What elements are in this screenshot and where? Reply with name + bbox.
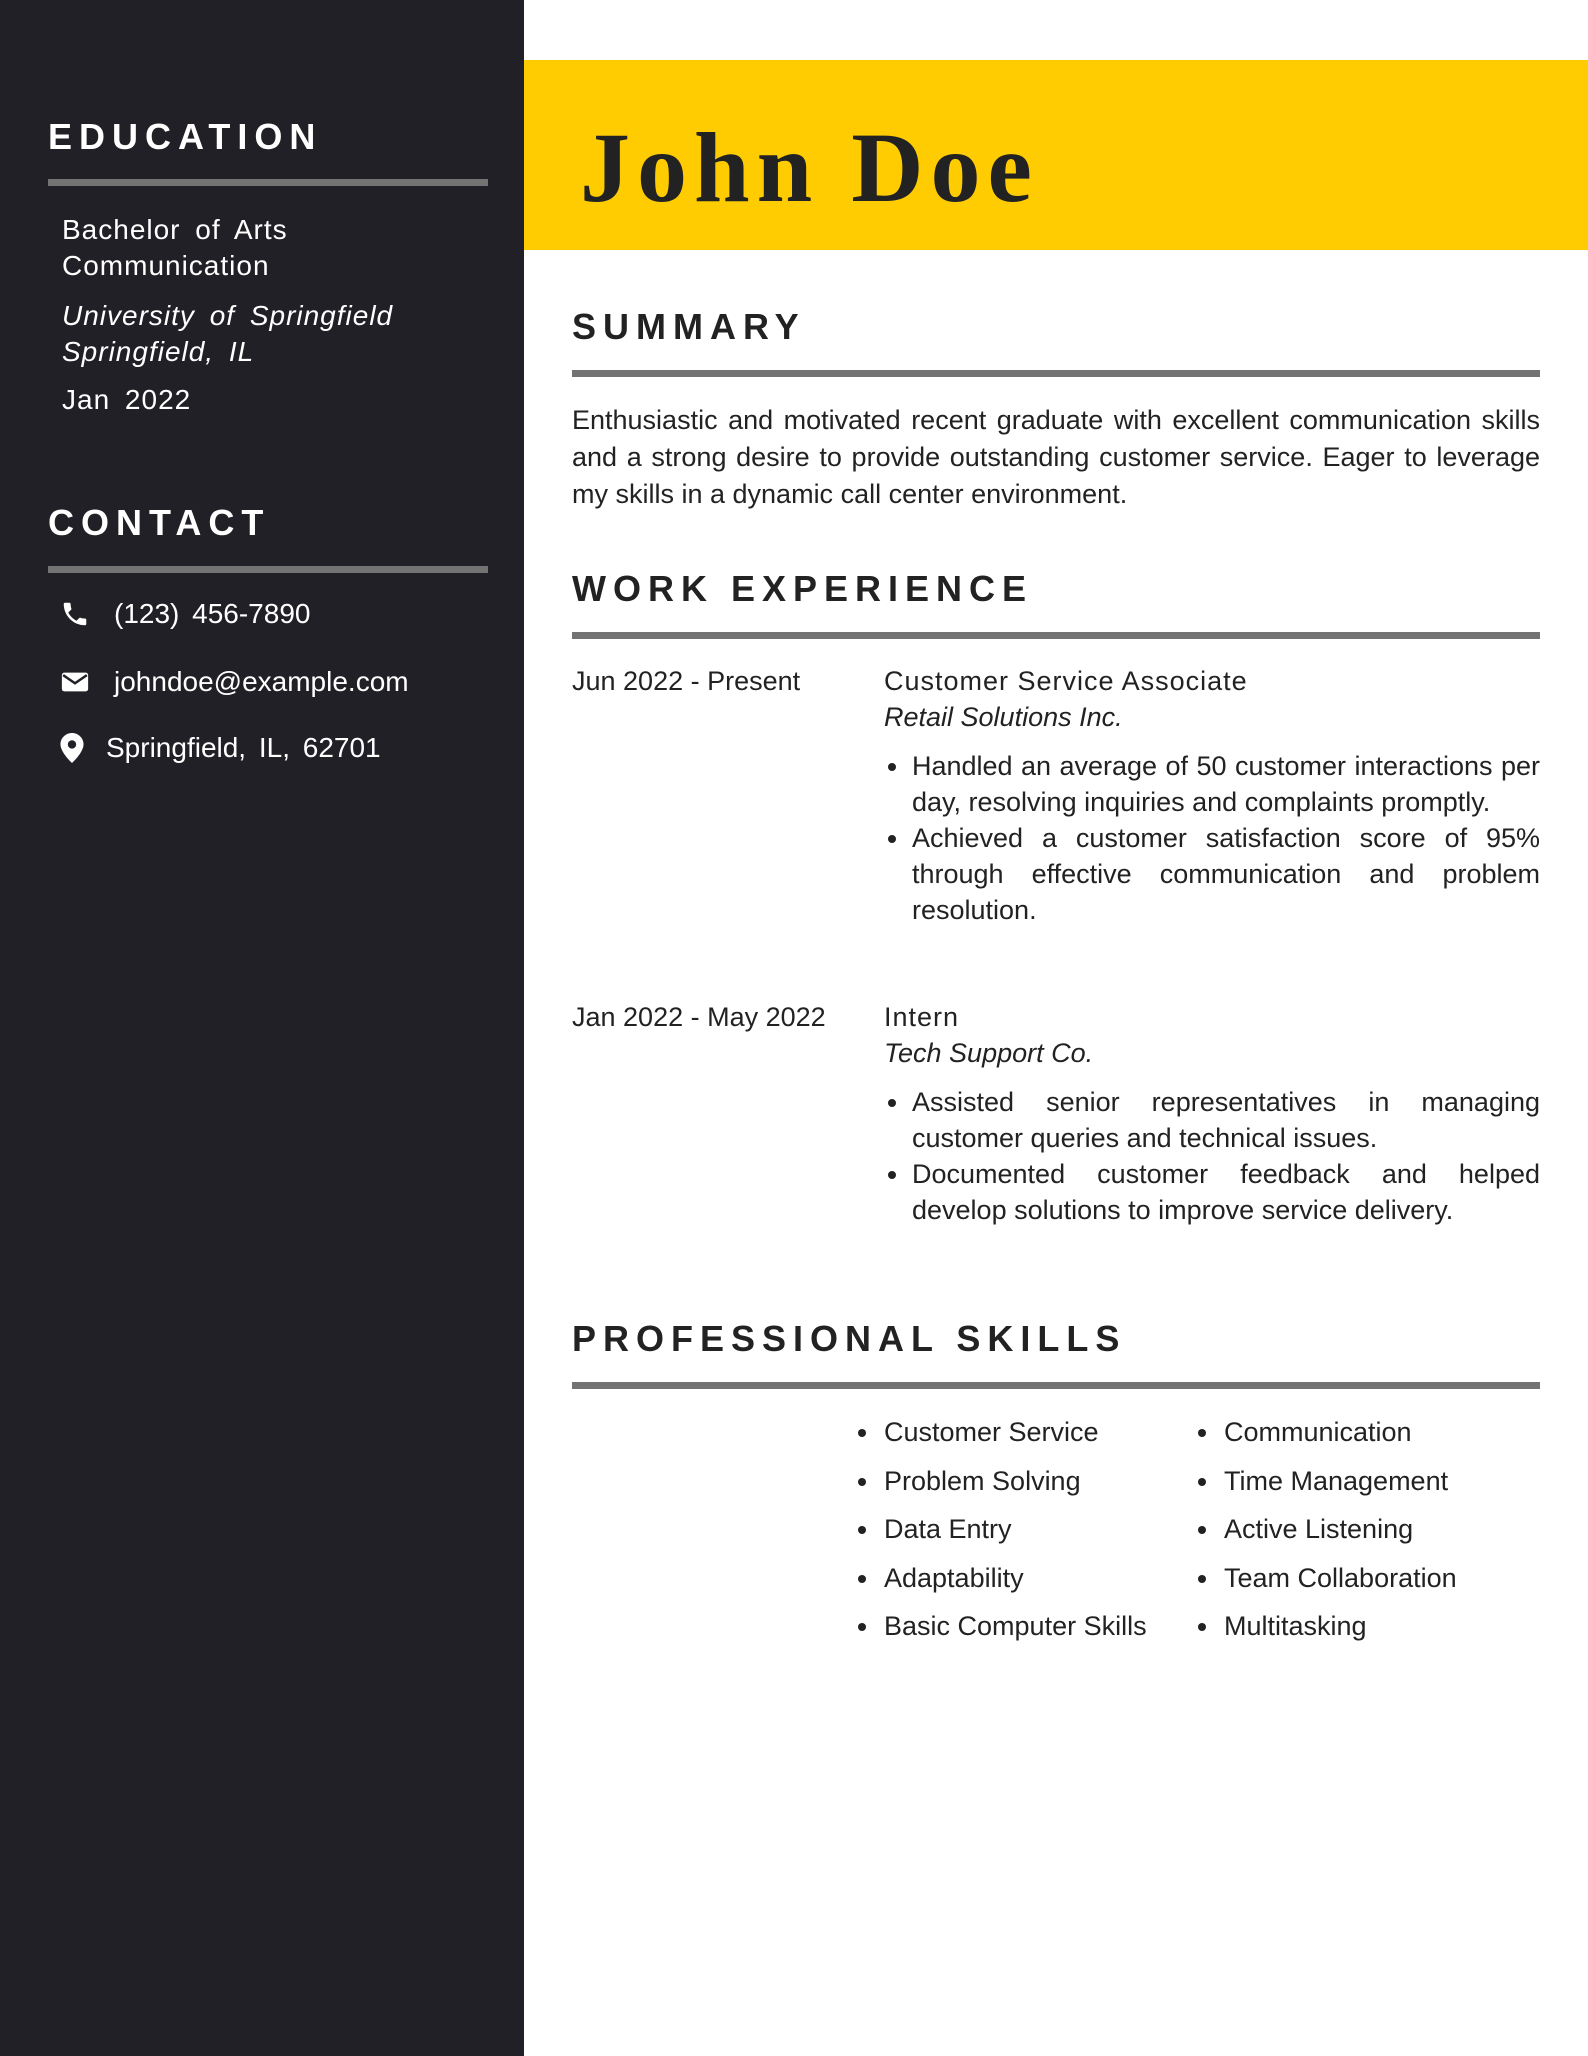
first-name: John: [580, 112, 820, 223]
contact-heading: CONTACT: [48, 502, 271, 543]
list-item: Basic Computer Skills: [854, 1602, 1147, 1651]
list-item: Time Management: [1194, 1457, 1457, 1506]
candidate-name: [580, 112, 1039, 223]
list-item: Handled an average of 50 customer interactions per day, resolving inquiries and complaints promptly.: [884, 748, 1540, 820]
list-item: Adaptability: [854, 1554, 1147, 1603]
summary-text: Enthusiastic and motivated recent graduate with excellent communication skills and a strong desire to provide outstanding customer service. Eager to leverage my skills in a dynamic call center environment.: [572, 405, 1540, 509]
summary-heading: SUMMARY: [572, 306, 806, 347]
education-heading: EDUCATION: [48, 116, 323, 157]
skills-divider: [572, 1382, 1540, 1389]
location-pin-icon: [60, 733, 84, 763]
graduation-date: Jan 2022: [62, 384, 192, 415]
list-item: Multitasking: [1194, 1602, 1457, 1651]
job-2-dates: Jan 2022 - May 2022: [572, 1002, 826, 1032]
email-icon: [60, 667, 90, 697]
contact-divider: [48, 566, 488, 573]
list-item: Communication: [1194, 1408, 1457, 1457]
contact-phone-row: [60, 596, 310, 632]
sidebar: [0, 0, 524, 2056]
job-2-company: Tech Support Co.: [884, 1038, 1094, 1068]
phone-number[interactable]: (123) 456-7890: [114, 598, 311, 629]
job-2-bullets: [884, 1084, 1540, 1228]
phone-icon: [60, 599, 90, 629]
list-item: Data Entry: [854, 1505, 1147, 1554]
skills-list-right: [1194, 1408, 1457, 1651]
university-name: University of Springfield: [62, 300, 394, 331]
job-1-dates: Jun 2022 - Present: [572, 666, 801, 696]
list-item: Problem Solving: [854, 1457, 1147, 1506]
list-item: Customer Service: [854, 1408, 1147, 1457]
university-location: Springfield, IL: [62, 336, 255, 367]
experience-divider: [572, 632, 1540, 639]
degree-line-2: Communication: [62, 250, 270, 281]
degree-line-1: Bachelor of Arts: [62, 214, 288, 245]
summary-divider: [572, 370, 1540, 377]
list-item: Documented customer feedback and helped develop solutions to improve service delivery.: [884, 1156, 1540, 1228]
job-1-title: Customer Service Associate: [884, 666, 1248, 696]
job-1-bullets: [884, 748, 1540, 928]
name-banner: [524, 60, 1588, 250]
list-item: Assisted senior representatives in managing customer queries and technical issues.: [884, 1084, 1540, 1156]
list-item: Active Listening: [1194, 1505, 1457, 1554]
email-address[interactable]: johndoe@example.com: [114, 666, 409, 697]
experience-heading: WORK EXPERIENCE: [572, 568, 1034, 609]
contact-email-row: [60, 664, 409, 700]
job-1-company: Retail Solutions Inc.: [884, 702, 1123, 732]
education-divider: [48, 179, 488, 186]
job-2-title: Intern: [884, 1002, 960, 1032]
address: Springfield, IL, 62701: [106, 732, 381, 763]
last-name: Doe: [851, 112, 1039, 223]
contact-address-row: [60, 730, 381, 766]
list-item: Achieved a customer satisfaction score of 95% through effective communication and problem resolution.: [884, 820, 1540, 928]
list-item: Team Collaboration: [1194, 1554, 1457, 1603]
skills-heading: PROFESSIONAL SKILLS: [572, 1318, 1127, 1359]
skills-list-left: [854, 1408, 1147, 1651]
